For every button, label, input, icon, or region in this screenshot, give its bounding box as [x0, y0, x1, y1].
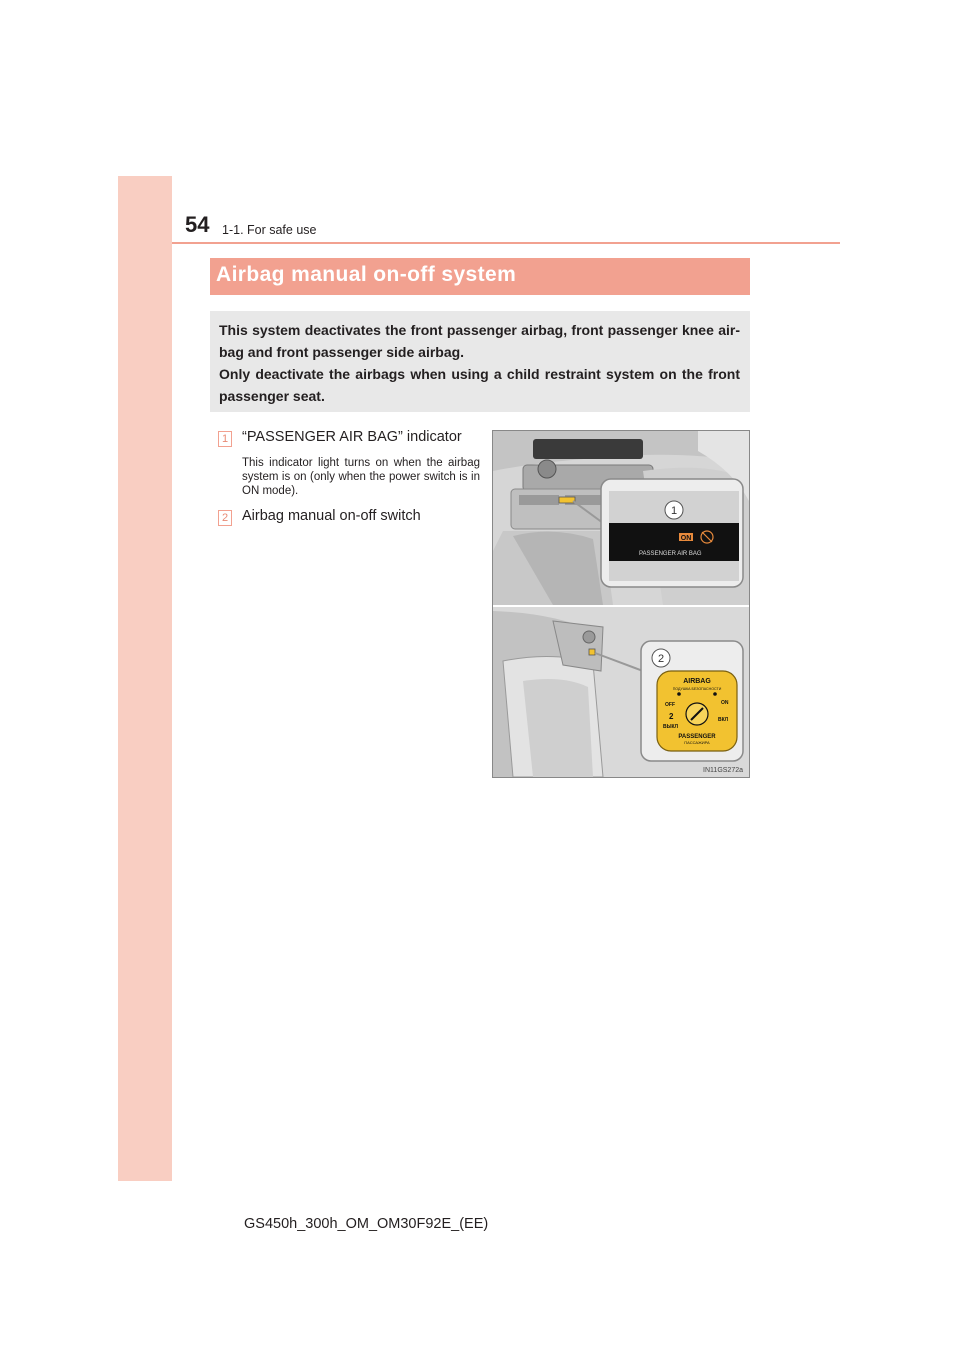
switch-label-off-ru: ВЫКЛ [663, 724, 679, 730]
item-2-number: 2 [218, 510, 232, 526]
switch-child-number: 2 [669, 712, 674, 721]
intro-box [210, 311, 750, 412]
document-footer: GS450h_300h_OM_OM30F92E_(EE) [244, 1216, 489, 1232]
switch-label-passenger: PASSENGER [678, 734, 716, 740]
indicator-on-text: ON [680, 535, 692, 542]
switch-label-passenger-ru: ПАССАЖИРА [684, 740, 710, 745]
intro-paragraph-2: Only deactivate the airbags when using a child restraint system on the front passenger seat. [219, 366, 740, 404]
indicator-label-text: PASSENGER AIR BAG [639, 551, 702, 557]
item-1-title: “PASSENGER AIR BAG” indicator [242, 429, 462, 445]
figure-code: IN11GS272a [703, 767, 743, 774]
header-rule [172, 242, 840, 244]
section-title-bar [210, 258, 750, 295]
intro-paragraph-1: This system deactivates the front passenger airbag, front passenger knee air-bag and front passenger side airbag. [219, 322, 740, 360]
item-2-title: Airbag manual on-off switch [242, 508, 421, 524]
switch-label-off: OFF [665, 702, 675, 708]
airbag-figure [492, 430, 750, 778]
switch-label-airbag: AIRBAG [683, 678, 711, 685]
section-label: 1-1. For safe use [222, 223, 317, 237]
switch-label-airbag-ru: ПОДУШКА БЕЗОПАСНОСТИ [672, 687, 722, 691]
figure-callout-1: 1 [670, 505, 678, 517]
item-1-description: This indicator light turns on when the airbag system is on (only when the power switch is in ON mode). [242, 457, 480, 497]
item-1-number: 1 [218, 431, 232, 447]
section-title: Airbag manual on-off system [216, 263, 517, 286]
switch-label-on: ON [721, 700, 729, 706]
switch-label-on-ru: ВКЛ [718, 717, 729, 723]
side-band [118, 176, 172, 1181]
figure-callout-2: 2 [657, 653, 665, 665]
page-number: 54 [185, 212, 210, 237]
airbag-illustration [493, 431, 749, 777]
